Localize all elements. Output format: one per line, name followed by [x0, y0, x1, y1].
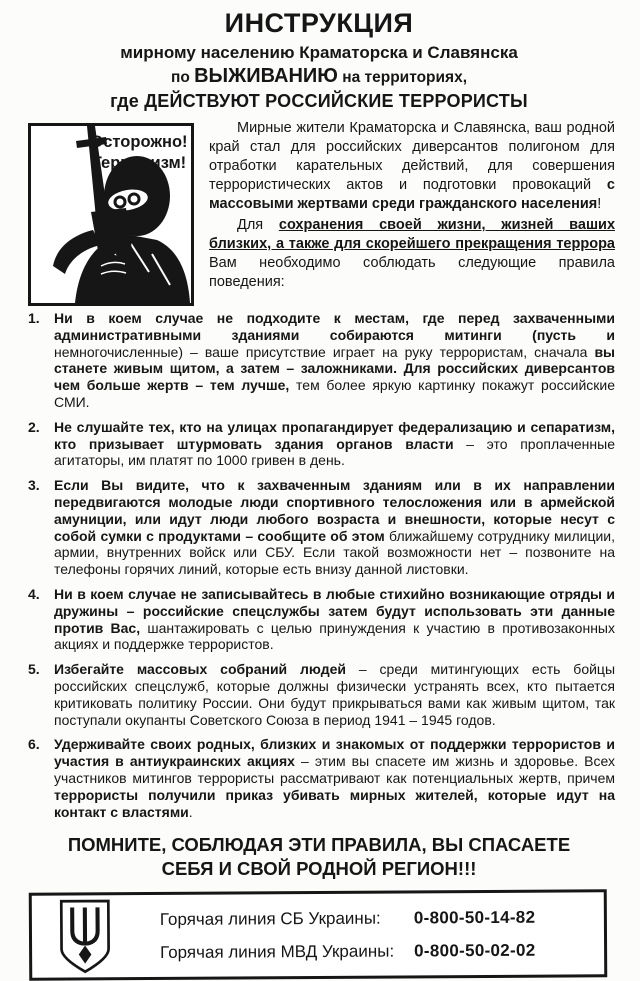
hotline-number-sbu: 0-800-50-14-82 — [413, 907, 536, 928]
rule-number-4: 4. — [28, 585, 40, 602]
rule-item-1 — [23, 310, 615, 411]
header-subtitle-2 — [23, 65, 615, 88]
rule-item-3 — [23, 477, 615, 578]
rule-number-3: 3. — [28, 477, 40, 494]
rule-text-2: Не слушайте тех, кто на улицах пропагандирует федерализацию и сепаратизм, кто призывает штурмовать здания органов власти – это проплаченные агитаторы, им платят по 1000 гривен в день. — [54, 418, 615, 469]
header-subtitle-3: где ДЕЙСТВУЮТ РОССИЙСКИЕ ТЕРРОРИСТЫ — [110, 91, 528, 111]
rule-number-2: 2. — [28, 418, 40, 435]
subtitle2-suffix: на территориях, — [337, 69, 468, 86]
subtitle2-prefix: по — [170, 69, 195, 86]
subtitle2-emphasis: ВЫЖИВАНИЮ — [194, 65, 338, 87]
rule-text-3: Если Вы видите, что к захваченным зданиям или в их направлении передвигаются молодые люди спортивного телосложения или в армейской амуниции, или идут люди любого возраста и внешности, которые несут с собой сумки с продуктами – сообщите об этом ближайшему сотруднику милиции, армии, внутренних войск или СБУ. Если такой возможности нет – позвоните на телефоны горячих линий, которые есть внизу данной листовки. — [54, 477, 615, 578]
rules-list — [23, 310, 615, 820]
reminder-line1: ПОМНИТЕ, СОБЛЮДАЯ ЭТИ ПРАВИЛА, ВЫ СПАСАЕТЕ — [67, 834, 571, 856]
intro-paragraph-2: Для сохранения своей жизни, жизней ваших близких, а также для скорейшего прекращения террора Вам необходимо соблюдать следующие правила поведения: — [209, 217, 616, 290]
rule-text-1: Ни в коем случае не подходите к местам, где перед захваченными административными зданиями собираются митинги (пусть и немногочисленные) – ваше присутствие играет на руку террористам, сначала вы станете живым щитом, а затем – заложниками. Для российских диверсантов чем больше жертв – тем лучше, тем более яркую картинку покажут российские СМИ. — [54, 310, 615, 410]
warning-label-line2: Терроризм! — [91, 154, 187, 172]
hotline-label-sbu: Горячая линия СБ Украины: — [159, 908, 381, 930]
warning-label — [89, 132, 189, 174]
rule-number-1: 1. — [28, 310, 40, 326]
rule-text-5: Избегайте массовых собраний людей – среди митингующих есть бойцы российских спецслужб, которые должны физически устранять всех, кто пытается критиковать политику России. Они будут прикрываться вами как живым щитом, так поступали окупанты Советского Союза в период 1941 – 1945 годов. — [54, 661, 616, 728]
warning-label-line1: Осторожно! — [90, 133, 188, 151]
rule-text-6: Удерживайте своих родных, близких и знакомых от поддержки террористов и участия в антиукраинских акциях – этим вы спасете им жизнь и здоровье. Всех участников митингов террористы рассматривают как потенциальных жертв, причем террористы получили приказ убивать мирных жителей, которые идут на контакт с властями. — [54, 736, 615, 820]
warning-image-box — [28, 123, 194, 306]
hotline-box — [29, 890, 608, 981]
ukraine-trident-icon — [56, 899, 114, 975]
hotline-number-mvd: 0-800-50-02-02 — [414, 940, 536, 961]
page-title: ИНСТРУКЦИЯ — [224, 8, 414, 38]
reminder-heading — [23, 833, 615, 881]
intro-section — [23, 119, 615, 292]
rule-text-4: Ни в коем случае не записывайтесь в любые стихийно возникающие отряды и дружины – российские спецслужбы затем будут использовать эти данные против Вас, шантажировать с целью принуждения к участию в противозаконных акциях и поддержке террористов. — [54, 585, 615, 653]
rule-item-5 — [23, 661, 615, 728]
intro-paragraph-1: Мирные жители Краматорска и Славянска, ваш родной край стал для российских диверсантов полигоном для отработки карательных действий, для совершения террористических актов и подготовки провокаций с массовыми жертвами среди гражданского населения! — [209, 120, 615, 212]
rule-number-6: 6. — [28, 736, 40, 753]
hotline-row-mvd — [160, 934, 536, 969]
rule-item-4 — [23, 586, 615, 653]
hotline-rows — [160, 901, 536, 969]
hotline-row-sbu — [160, 901, 536, 936]
reminder-line2: СЕБЯ И СВОЙ РОДНОЙ РЕГИОН!!! — [161, 858, 477, 880]
hotline-label-mvd: Горячая линия МВД Украины: — [160, 941, 395, 963]
header-subtitle-1: мирному населению Краматорска и Славянска — [120, 43, 518, 62]
rule-item-2 — [23, 419, 615, 469]
rule-number-5: 5. — [28, 661, 40, 678]
leaflet-header — [23, 8, 615, 112]
rule-item-6 — [23, 736, 615, 820]
